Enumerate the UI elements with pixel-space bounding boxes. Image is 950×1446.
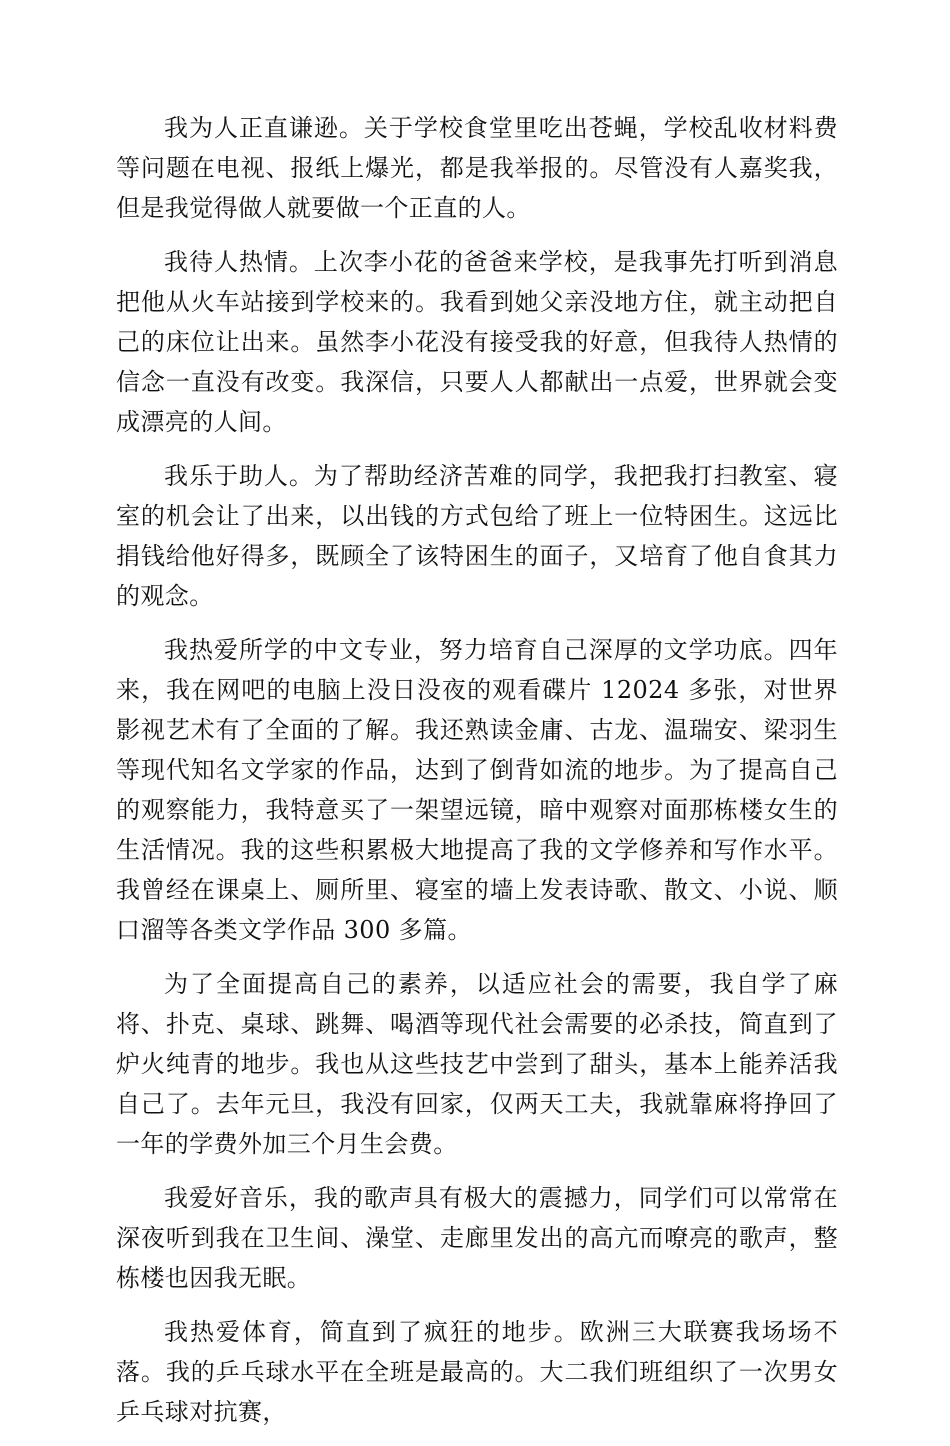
paragraph-skills: 为了全面提高自己的素养，以适应社会的需要，我自学了麻将、扑克、桌球、跳舞、喝酒等现代社会需要的必杀技，简直到了炉火纯青的地步。我也从这些技艺中尝到了甜头，基本上能养活我自己了。去年元旦，我没有回家，仅两天工夫，我就靠麻将挣回了一年的学费外加三个月生会费。 [116, 970, 838, 1158]
paragraph-helpfulness: 我乐于助人。为了帮助经济苦难的同学，我把我打扫教室、寝室的机会让了出来，以出钱的方式包给了班上一位特困生。这远比捐钱给他好得多，既顾全了该特困生的面子，又培育了他自食其力的观念。 [116, 462, 838, 610]
document-body [116, 108, 838, 1446]
paragraph-music: 我爱好音乐，我的歌声具有极大的震撼力，同学们可以常常在深夜听到我在卫生间、澡堂、走廊里发出的高亢而嘹亮的歌声，整栋楼也因我无眠。 [116, 1184, 838, 1292]
paragraph-sports: 我热爱体育，简直到了疯狂的地步。欧洲三大联赛我场场不落。我的乒乓球水平在全班是最高的。大二我们班组织了一次男女乒乓球对抗赛， [116, 1318, 838, 1426]
paragraph-hospitality: 我待人热情。上次李小花的爸爸来学校，是我事先打听到消息把他从火车站接到学校来的。我看到她父亲没地方住，就主动把自己的床位让出来。虽然李小花没有接受我的好意，但我待人热情的信念一直没有改变。我深信，只要人人都献出一点爱，世界就会变成漂亮的人间。 [116, 248, 838, 436]
paragraph-integrity: 我为人正直谦逊。关于学校食堂里吃出苍蝇，学校乱收材料费等问题在电视、报纸上爆光，都是我举报的。尽管没有人嘉奖我，但是我觉得做人就要做一个正直的人。 [116, 114, 838, 222]
paragraph-literature: 我热爱所学的中文专业，努力培育自己深厚的文学功底。四年来，我在网吧的电脑上没日没夜的观看碟片 12024 多张，对世界影视艺术有了全面的了解。我还熟读金庸、古龙、温瑞安、梁羽生等现代知名文学家的作品，达到了倒背如流的地步。为了提高自己的观察能力，我特意买了一架望远镜，暗中观察对面那栋楼女生的生活情况。我的这些积累极大地提高了我的文学修养和写作水平。我曾经在课桌上、厕所里、寝室的墙上发表诗歌、散文、小说、顺口溜等各类文学作品 300 多篇。 [116, 636, 838, 944]
